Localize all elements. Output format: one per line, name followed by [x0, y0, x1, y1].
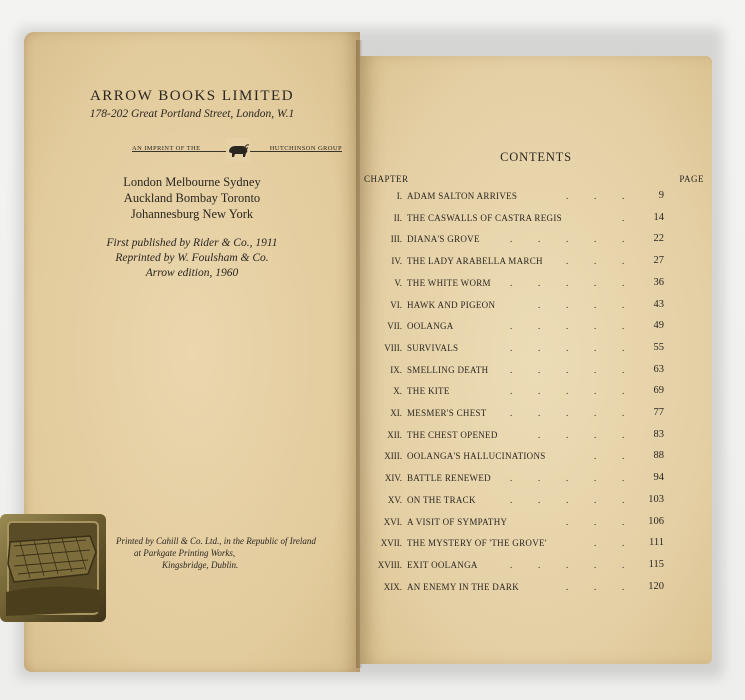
- contents-row: I. ADAM SALTON ARRIVES . . . 9: [360, 191, 712, 207]
- chapter-page-number: 94: [653, 472, 664, 484]
- contents-row: XIII. OOLANGA'S HALLUCINATIONS . . 88: [360, 451, 712, 467]
- chapter-page-number: 43: [653, 298, 664, 310]
- contents-row: IX. SMELLING DEATH . . . . . 63: [360, 365, 712, 381]
- chapter-number: III.: [390, 234, 402, 245]
- chapter-page-number: 9: [658, 190, 664, 201]
- chapter-number: XIV.: [384, 473, 402, 484]
- chapter-page-number: 106: [648, 515, 664, 527]
- contents-row: XI. MESMER'S CHEST . . . . . 77: [360, 408, 712, 424]
- chapter-page-number: 55: [653, 341, 664, 353]
- publisher-address: 178-202 Great Portland Street, London, W.1: [89, 108, 295, 120]
- imprint-right-text: HUTCHINSON GROUP: [269, 145, 342, 152]
- chapter-title: THE LADY ARABELLA MARCH: [407, 256, 543, 267]
- imprint-banner: [132, 138, 342, 164]
- contents-row: XVIII. EXIT OOLANGA . . . . . 115: [360, 560, 712, 576]
- chapter-page-number: 88: [653, 450, 664, 462]
- chapter-title: ADAM SALTON ARRIVES: [407, 191, 518, 201]
- pubhist-line: Reprinted by W. Foulsham & Co.: [115, 252, 269, 264]
- chapter-number: XVI.: [383, 516, 402, 527]
- chapter-title: A VISIT OF SYMPATHY: [407, 516, 508, 527]
- chapter-number: I.: [396, 191, 402, 201]
- chapter-title: THE MYSTERY OF 'THE GROVE': [407, 538, 547, 549]
- chapter-page-number: 22: [653, 233, 664, 245]
- chapter-title: SMELLING DEATH: [407, 364, 489, 375]
- chapter-number: XV.: [387, 494, 402, 505]
- pubhist-line: First published by Rider & Co., 1911: [106, 237, 278, 249]
- chapter-page-number: 115: [648, 558, 664, 570]
- chapter-title: ON THE TRACK: [407, 494, 476, 505]
- chapter-title: THE WHITE WORM: [407, 277, 491, 288]
- chapter-page-number: 69: [653, 385, 664, 397]
- chapter-page-number: 63: [653, 363, 664, 375]
- chapter-page-number: 49: [653, 320, 664, 332]
- page-column-header: PAGE: [679, 174, 704, 184]
- chapter-number: XII.: [387, 429, 402, 440]
- chapter-number: IX.: [390, 364, 402, 375]
- publisher-name: ARROW BOOKS LIMITED: [89, 88, 295, 104]
- chapter-title: HAWK AND PIGEON: [407, 299, 496, 310]
- chapter-title: OOLANGA: [407, 321, 454, 332]
- chapter-title: OOLANGA'S HALLUCINATIONS: [407, 451, 546, 462]
- contents-row: IV. THE LADY ARABELLA MARCH . . . 27: [360, 256, 712, 272]
- chapter-title: SURVIVALS: [407, 342, 459, 353]
- chapter-title: MESMER'S CHEST: [407, 408, 487, 418]
- printer-line: Printed by Cahill & Co. Ltd., in the Republic of Ireland: [116, 536, 316, 546]
- contents-row: X. THE KITE . . . . . 69: [360, 386, 712, 402]
- chapter-title: EXIT OOLANGA: [407, 559, 478, 570]
- contents-row: XIV. BATTLE RENEWED . . . . . 94: [360, 473, 712, 489]
- chapter-page-number: 27: [653, 255, 664, 267]
- imprint-left-text: AN IMPRINT OF THE: [132, 145, 201, 152]
- contents-row: XII. THE CHEST OPENED . . . . 83: [360, 430, 712, 446]
- printer-line: at Parkgate Printing Works,: [134, 548, 236, 558]
- chapter-title: THE CHEST OPENED: [407, 429, 498, 440]
- printer-credit: [116, 535, 346, 571]
- cities-line: Johannesburg New York: [130, 207, 254, 221]
- chapter-page-number: 77: [653, 407, 664, 418]
- chapter-column-header: CHAPTER: [364, 174, 409, 184]
- chapter-number: XVIII.: [377, 559, 402, 570]
- chapter-title: BATTLE RENEWED: [407, 473, 491, 484]
- chapter-title: DIANA'S GROVE: [407, 234, 480, 245]
- chapter-number: XI.: [390, 408, 402, 418]
- contents-row: VII. OOLANGA . . . . . 49: [360, 321, 712, 337]
- chapter-title: AN ENEMY IN THE DARK: [407, 581, 519, 592]
- pubhist-line: Arrow edition, 1960: [145, 267, 239, 279]
- cities-line: Auckland Bombay Toronto: [123, 191, 261, 205]
- chapter-number: VI.: [390, 299, 402, 310]
- chapter-page-number: 14: [653, 211, 664, 223]
- chapter-title: THE KITE: [407, 386, 450, 397]
- printer-line: Kingsbridge, Dublin.: [162, 560, 239, 570]
- contents-row: VIII. SURVIVALS . . . . . 55: [360, 343, 712, 359]
- publication-history: [24, 236, 360, 281]
- contents-row: V. THE WHITE WORM . . . . . 36: [360, 278, 712, 294]
- chapter-page-number: 103: [648, 493, 664, 505]
- chapter-number: X.: [393, 386, 402, 397]
- cities-line: London Melbourne Sydney: [123, 175, 261, 189]
- bull-icon: [226, 138, 250, 162]
- chapter-number: VII.: [387, 321, 402, 332]
- contents-row: XIX. AN ENEMY IN THE DARK . . . 120: [360, 582, 712, 598]
- contents-row: III. DIANA'S GROVE . . . . . 22: [360, 234, 712, 250]
- chapter-number: IV.: [391, 256, 402, 267]
- contents-row: XV. ON THE TRACK . . . . . 103: [360, 495, 712, 511]
- chapter-title: THE CASWALLS OF CASTRA REGIS: [407, 212, 562, 223]
- cities-list: [24, 174, 360, 222]
- chapter-page-number: 36: [653, 276, 664, 288]
- chapter-number: XIX.: [383, 581, 402, 592]
- chapter-number: XVII.: [380, 538, 402, 549]
- chapter-page-number: 111: [649, 537, 664, 549]
- right-page: [360, 56, 712, 664]
- chapter-number: XIII.: [384, 451, 402, 462]
- contents-row: II. THE CASWALLS OF CASTRA REGIS . 14: [360, 213, 712, 229]
- chapter-number: II.: [393, 212, 402, 223]
- contents-row: XVI. A VISIT OF SYMPATHY . . . 106: [360, 517, 712, 533]
- chapter-page-number: 120: [648, 580, 664, 592]
- chapter-page-number: 83: [653, 428, 664, 440]
- contents-row: XVII. THE MYSTERY OF 'THE GROVE' . . 111: [360, 538, 712, 554]
- contents-row: VI. HAWK AND PIGEON . . . . 43: [360, 300, 712, 316]
- contents-heading: CONTENTS: [500, 150, 572, 164]
- chapter-number: V.: [394, 277, 402, 288]
- brass-clip-icon: [0, 512, 108, 624]
- chapter-number: VIII.: [384, 342, 402, 353]
